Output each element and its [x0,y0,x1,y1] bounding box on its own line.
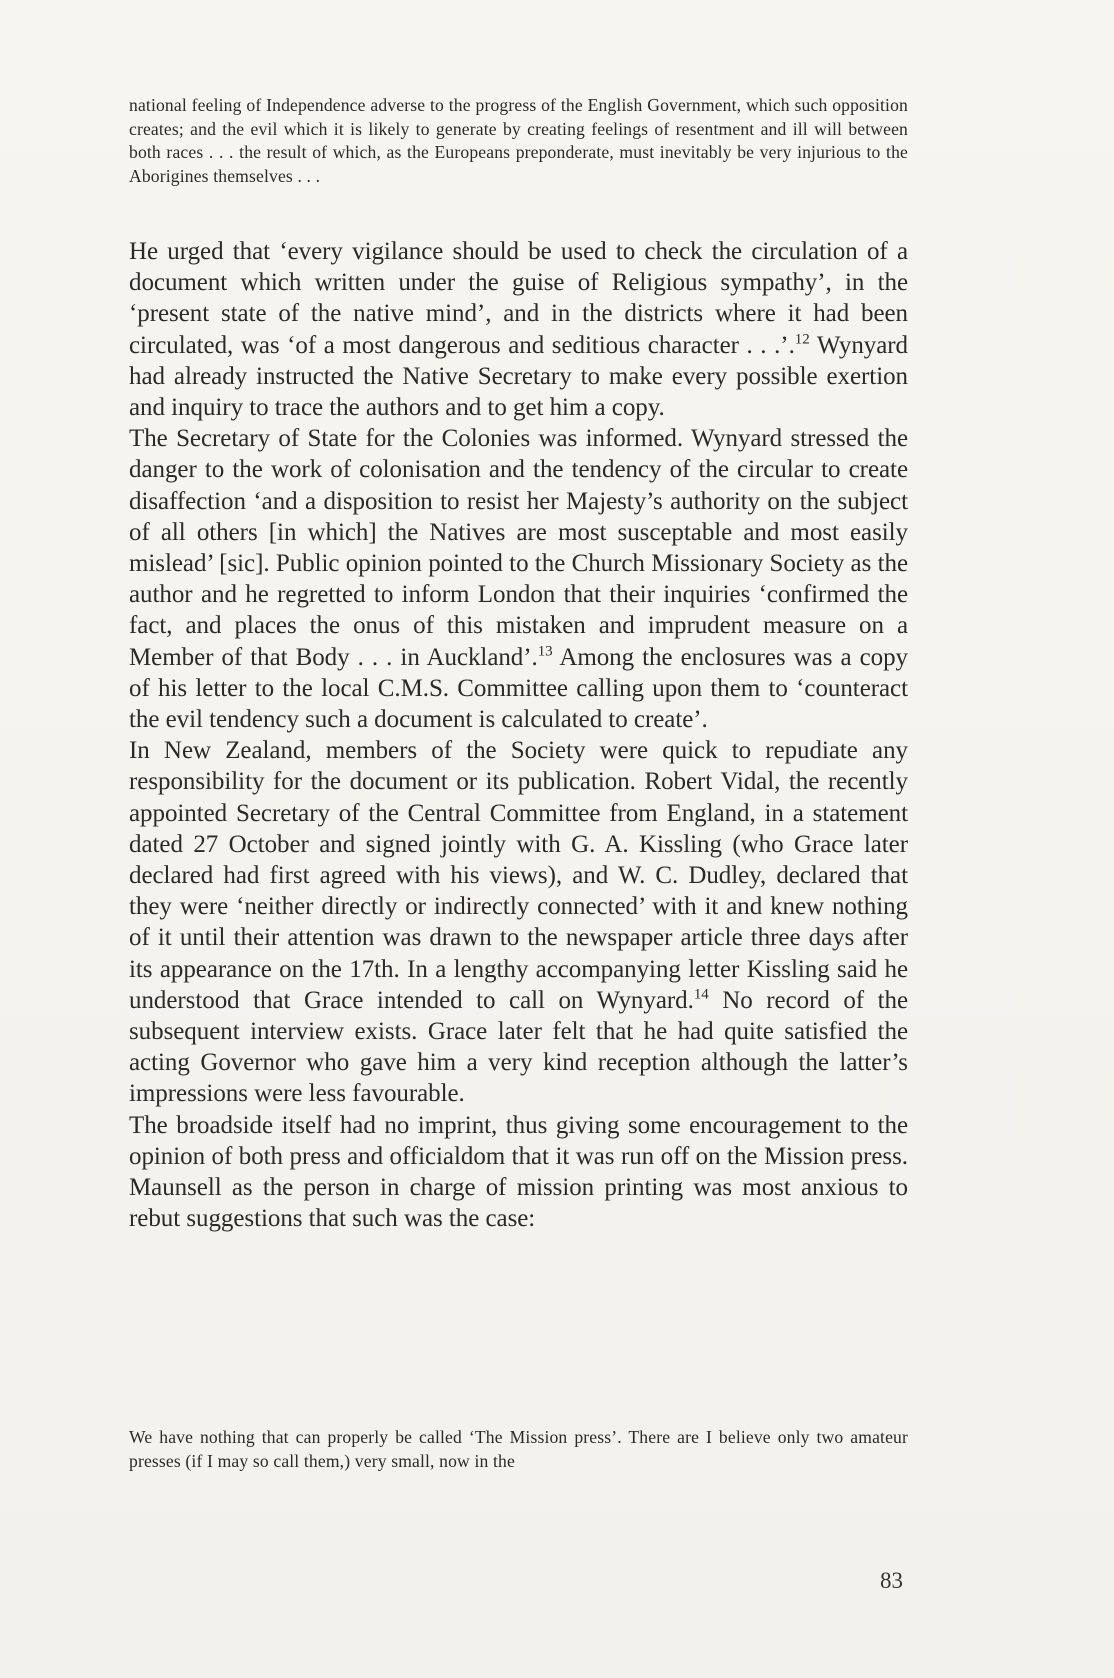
paragraph-text: Among the enclosures was a copy of his letter to the local C.M.S. Committee calling upon them to ‘counteract the evil tendency such a document is calculated to create’. [129,643,908,734]
block-quote-top [129,94,908,188]
paragraph-text: The broadside itself had no imprint, thus giving some encouragement to the opinion of both press and officialdom that it was run off on the Mission press. Maunsell as the person in charge of mission printing was most anxious to rebut suggestions that such was the case: [129,1111,908,1233]
footnote-ref: 13 [537,643,553,660]
paragraph-text: No record of the subsequent interview exists. Grace later felt that he had quite satisfied the acting Governor who gave him a very kind reception although the latter’s impressions were less favourable. [129,986,908,1108]
paragraph-2 [129,423,908,735]
footnote-ref: 12 [794,331,810,348]
quote-text: We have nothing that can properly be called ‘The Mission press’. There are I believe only two amateur presses (if I may so call them,) very small, now in the [129,1427,908,1471]
page-number: 83 [880,1568,903,1593]
paragraph-text: He urged that ‘every vigilance should be used to check the circulation of a document which written under the guise of Religious sympathy’, in the ‘present state of the native mind’, and in the districts where it had been circulated, was ‘of a most dangerous and seditious character . . .’. [129,238,908,359]
paragraph-text: The Secretary of State for the Colonies was informed. Wynyard stressed the danger to the work of colonisation and the tendency of the circular to create disaffection ‘and a disposition to resist her Majesty’s authority on the subject of all others [in which] the Natives are most susceptable and most easily mislead’ [sic]. Public opinion pointed to the Church Missionary Society as the author and he regretted to inform London that their inquiries ‘confirmed the fact, and places the onus of this mistaken and imprudent measure on a Member of that Body . . . in Auckland’. [129,425,908,671]
paragraph-4 [129,1110,908,1235]
paragraph-1 [129,236,908,423]
paragraph-text: Wynyard had already instructed the Native Secretary to make every possible exertion and inquiry to trace the authors and to get him a copy. [129,331,908,422]
block-quote-bottom [129,1426,908,1473]
paragraph-3 [129,735,908,1109]
quote-text: national feeling of Independence adverse to the progress of the English Government, which such opposition creates; and the evil which it is likely to generate by creating feelings of resentment and ill will between both races . . . the result of which, as the Europeans preponderate, must inevitably be very injurious to the Aborigines themselves . . . [129,95,908,186]
paragraph-text: In New Zealand, members of the Society were quick to repudiate any responsibility for the document or its publication. Robert Vidal, the recently appointed Secretary of the Central Committee from England, in a statement dated 27 October and signed jointly with G. A. Kissling (who Grace later declared had first agreed with his views), and W. C. Dudley, declared that they were ‘neither directly or indirectly connected’ with it and knew nothing of it until their attention was drawn to the newspaper article three days after its appearance on the 17th. In a lengthy accompanying letter Kissling said he understood that Grace intended to call on Wynyard. [129,737,908,1014]
footnote-ref: 14 [693,986,709,1003]
body-text [129,236,908,1235]
